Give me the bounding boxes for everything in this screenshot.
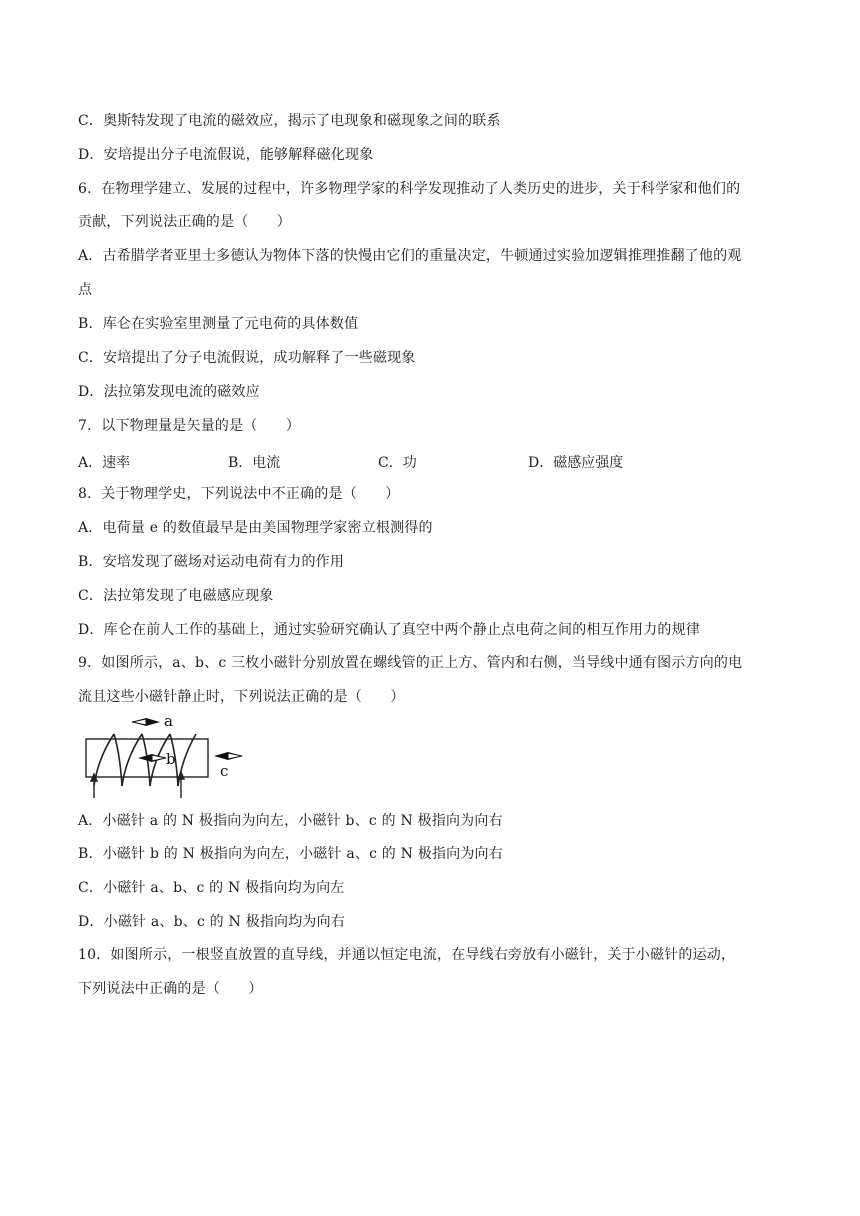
q5-option-d: D．安培提出分子电流假说，能够解释磁化现象 (78, 147, 374, 163)
q6-stem-line-1: 6．在物理学建立、发展的过程中，许多物理学家的科学发现推动了人类历史的进步，关于科学家和他们的 (78, 181, 741, 197)
q9-option-c: C．小磁针 a、b、c 的 N 极指向均为向左 (78, 880, 345, 896)
label-b: b (166, 750, 176, 768)
solenoid-figure (80, 714, 248, 802)
label-c: c (220, 762, 229, 780)
q9-stem-line-1: 9．如图所示，a、b、c 三枚小磁针分别放置在螺线管的正上方、管内和右侧，当导线中通有图示方向的电 (78, 655, 743, 671)
q7-option-d: D．磁感应强度 (528, 455, 624, 471)
q8-option-d: D．库仑在前人工作的基础上，通过实验研究确认了真空中两个静止点电荷之间的相互作用力的规律 (78, 622, 701, 638)
q7-option-b: B．电流 (228, 455, 281, 471)
q7-stem: 7．以下物理量是矢量的是（ ） (78, 418, 301, 434)
q9-stem-line-2: 流且这些小磁针静止时，下列说法正确的是（ ） (78, 689, 405, 705)
q5-option-c: C．奥斯特发现了电流的磁效应，揭示了电现象和磁现象之间的联系 (78, 113, 501, 129)
q6-option-b: B．库仑在实验室里测量了元电荷的具体数值 (78, 316, 359, 332)
q8-stem: 8．关于物理学史，下列说法中不正确的是（ ） (78, 486, 400, 502)
q10-stem-line-1: 10．如图所示，一根竖直放置的直导线，并通以恒定电流，在导线右旁放有小磁针，关于小磁针的运动， (78, 947, 736, 963)
q6-stem-line-2: 贡献，下列说法正确的是（ ） (78, 214, 291, 230)
q7-options (78, 452, 778, 470)
q6-option-c: C．安培提出了分子电流假说，成功解释了一些磁现象 (78, 350, 416, 366)
q6-option-a-line-2: 点 (78, 282, 93, 298)
q6-option-d: D．法拉第发现电流的磁效应 (78, 384, 260, 400)
q9-option-a: A．小磁针 a 的 N 极指向为向左，小磁针 b、c 的 N 极指向为向右 (78, 813, 503, 829)
q10-stem-line-2: 下列说法中正确的是（ ） (78, 981, 263, 997)
q9-option-b: B．小磁针 b 的 N 极指向为向左，小磁针 a、c 的 N 极指向为向右 (78, 846, 503, 862)
q8-option-a: A．电荷量 e 的数值最早是由美国物理学家密立根测得的 (78, 520, 433, 536)
q9-option-d: D．小磁针 a、b、c 的 N 极指向均为向右 (78, 914, 346, 930)
q8-option-b: B．安培发现了磁场对运动电荷有力的作用 (78, 554, 345, 570)
label-a: a (164, 714, 173, 730)
q7-option-c: C．功 (378, 455, 417, 471)
lead-wires (91, 772, 184, 798)
q8-option-c: C．法拉第发现了电磁感应现象 (78, 588, 274, 604)
q6-option-a-line-1: A．古希腊学者亚里士多德认为物体下落的快慢由它们的重量决定，牛顿通过实验加逻辑推理推翻了他的观 (78, 248, 742, 264)
q7-option-a: A．速率 (78, 455, 131, 471)
